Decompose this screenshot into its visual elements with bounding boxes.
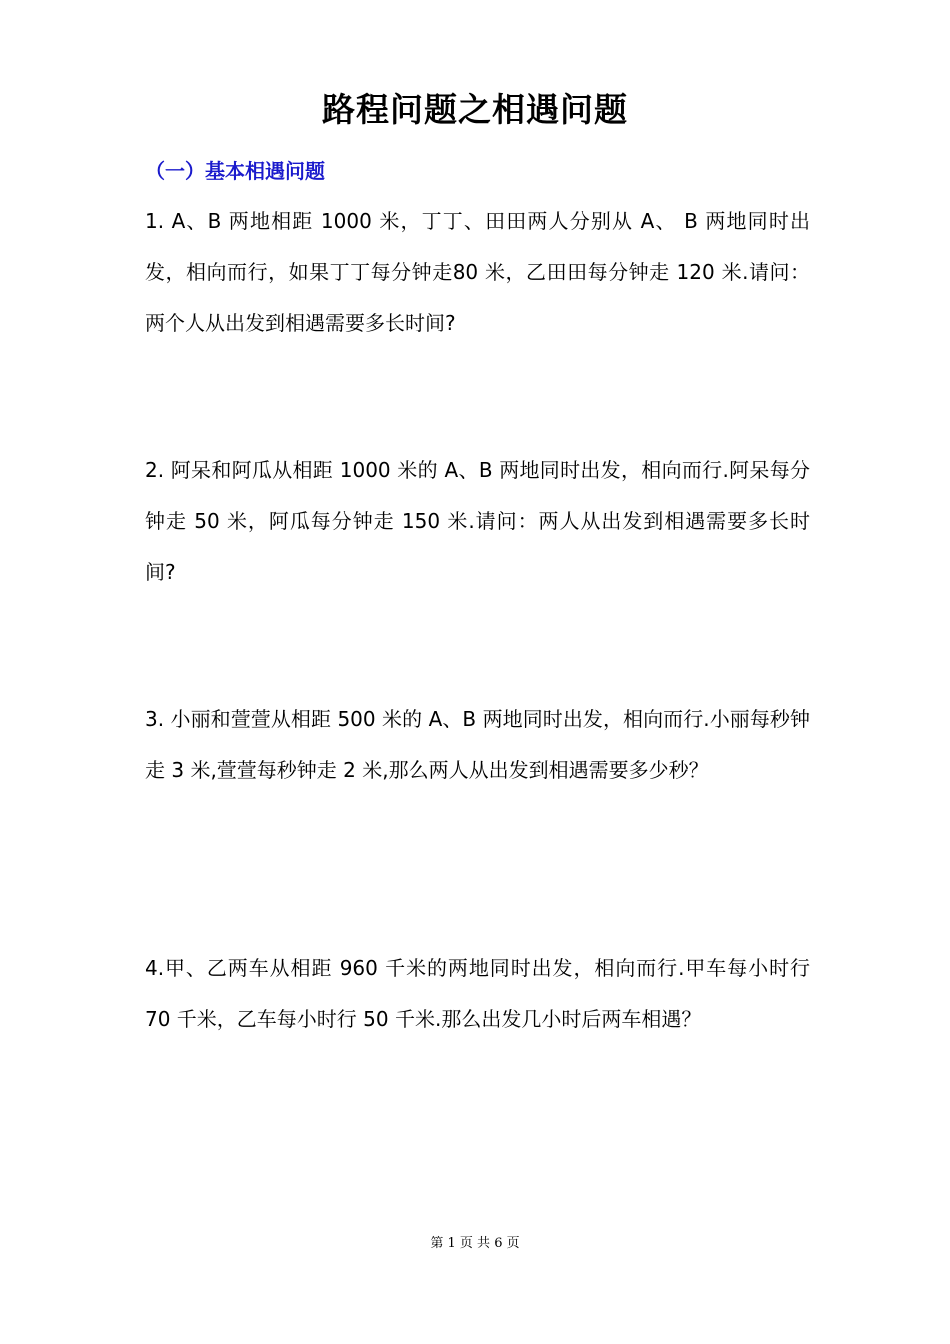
question-2: 2. 阿呆和阿瓜从相距 1000 米的 A、B 两地同时出发，相向而行.阿呆每分钟走 50 米，阿瓜每分钟走 150 米.请问：两人从出发到相遇需要多长时间? bbox=[145, 458, 810, 584]
page-title: 路程问题之相遇问题 bbox=[322, 90, 628, 129]
question-4: 4.甲、乙两车从相距 960 千米的两地同时出发，相向而行.甲车每小时行 70 千米，乙车每小时行 50 千米.那么出发几小时后两车相遇？ bbox=[145, 956, 810, 1031]
page-footer: 第 1 页 共 6 页 bbox=[430, 1236, 520, 1251]
question-3: 3. 小丽和萱萱从相距 500 米的 A、B 两地同时出发，相向而行.小丽每秒钟走 3 米,萱萱每秒钟走 2 米,那么两人从出发到相遇需要多少秒？ bbox=[145, 707, 810, 782]
question-1: 1. A、B 两地相距 1000 米，丁丁、田田两人分别从 A、 B 两地同时出发，相向而行，如果丁丁每分钟走80 米，乙田田每分钟走 120 米.请问：两个人从出发到相遇需要多长时间? bbox=[145, 209, 810, 335]
section-heading: （一）基本相遇问题 bbox=[145, 159, 325, 183]
